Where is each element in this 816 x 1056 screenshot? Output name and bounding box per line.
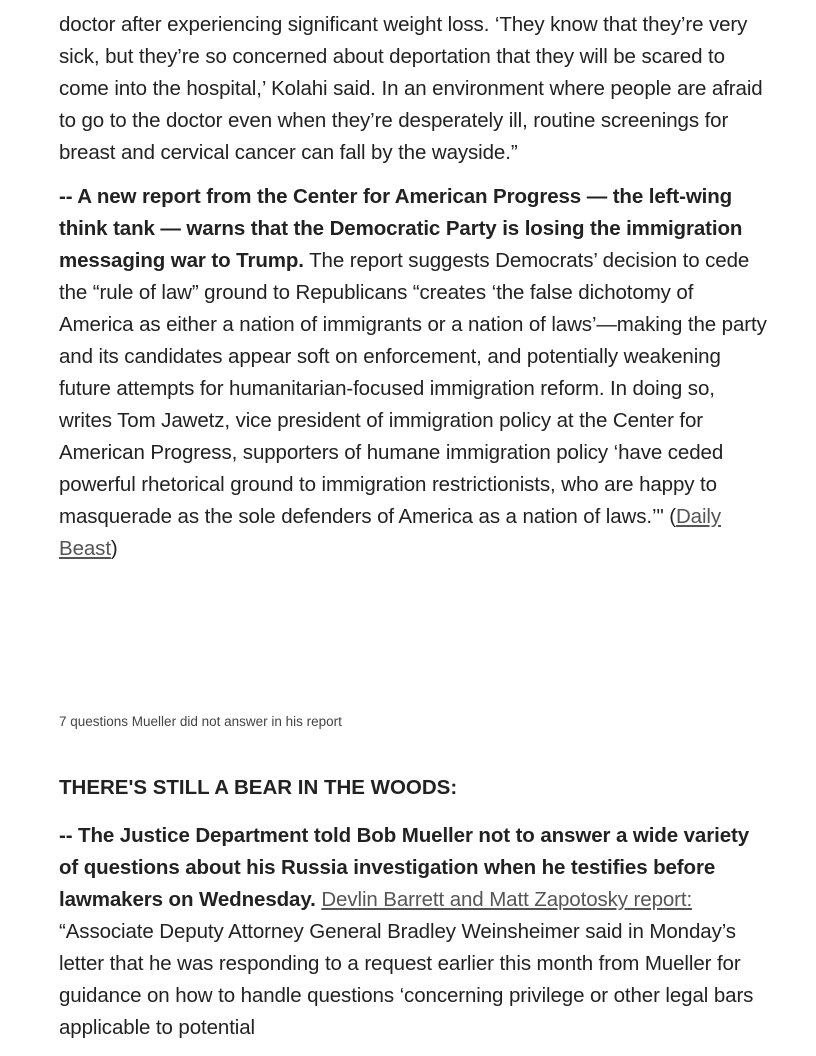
- cap-report-paragraph: [59, 181, 769, 565]
- article-body-top: [59, 9, 769, 565]
- daily-beast-link[interactable]: Daily Beast: [59, 505, 722, 560]
- cap-report-lead: -- A new report from the Center for American Progress — the left-wing think tank — warns that the Democratic Party is losing the immigration messaging war to Trump.: [59, 185, 743, 272]
- cap-report-text: The report suggests Democrats’ decision to cede the “rule of law” ground to Republicans “creates ‘the false dichotomy of America as either a nation of immigrants or a nation of laws’—making the party and its candidates appear soft on enforcement, and potentially weakening future attempts for humanitarian-focused immigration reform. In doing so, writes Tom Jawetz, vice president of immigration policy at the Center for American Progress, supporters of humane immigration policy ‘have ceded powerful rhetorical ground to immigration restrictionists, who are happy to masquerade as the sole defenders of America as a nation of laws.’": [59, 249, 767, 528]
- intro-paragraph: [59, 9, 769, 169]
- source-open-paren: (: [669, 505, 676, 528]
- source-close-paren: ): [110, 537, 118, 560]
- barrett-zapotosky-link[interactable]: Devlin Barrett and Matt Zapotosky report:: [321, 888, 693, 911]
- mueller-lead: -- The Justice Department told Bob Mueller not to answer a wide variety of questions about his Russia investigation when he testifies before lawmakers on Wednesday.: [59, 824, 750, 911]
- mueller-paragraph: [59, 820, 769, 1044]
- image-caption: 7 questions Mueller did not answer in his report: [59, 714, 342, 729]
- section-heading: THERE'S STILL A BEAR IN THE WOODS:: [59, 776, 458, 799]
- intro-text: doctor after experiencing significant weight loss. ‘They know that they’re very sick, but they’re so concerned about deportation that they will be scared to come into the hospital,’ Kolahi said. In an environment where people are afraid to go to the doctor even when they’re desperately ill, routine screenings for breast and cervical cancer can fall by the wayside.”: [59, 13, 763, 164]
- article-body-bottom: [59, 820, 769, 1044]
- mueller-text: “Associate Deputy Attorney General Bradley Weinsheimer said in Monday’s letter that he was responding to a request earlier this month from Mueller for guidance on how to handle questions ‘concerning privilege or other legal bars applicable to potential: [59, 920, 754, 1039]
